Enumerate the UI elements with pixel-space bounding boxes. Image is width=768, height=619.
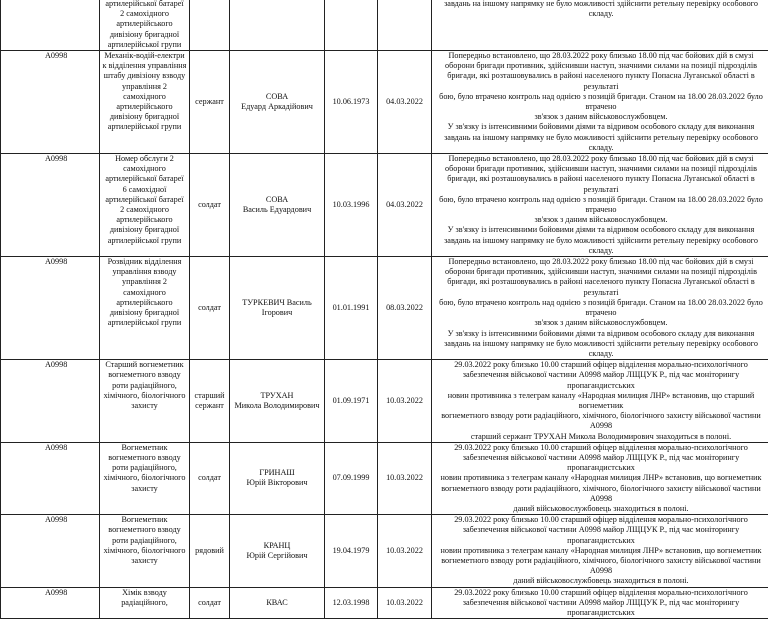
text-line: артилерійського xyxy=(102,102,187,112)
text-line: даний військовослужбовець знаходиться в полоні. xyxy=(436,576,766,586)
table-row xyxy=(1,587,768,619)
date-cell: 10.03.2022 xyxy=(378,515,432,587)
text-line: самохідного xyxy=(102,288,187,298)
name-cell xyxy=(230,0,325,51)
table-row xyxy=(1,257,768,360)
text-line: 29.03.2022 року близько 10.00 старший офіцер відділення морально-психологічного xyxy=(436,588,766,598)
date-cell xyxy=(378,0,432,51)
unit-cell: А0998 xyxy=(1,587,100,619)
unit-cell: А0998 xyxy=(1,442,100,514)
text-line: Вогнеметник xyxy=(102,515,187,525)
text-line: ТРУХАН xyxy=(232,391,322,401)
text-line: бою, було втрачено контроль над однією з позицій бригади. Станом на 18.00 28.03.2022 було втрачено xyxy=(436,195,766,215)
text-line: роти радіаційного, xyxy=(102,463,187,473)
circumstances-cell xyxy=(432,587,768,619)
date-cell: 10.03.2022 xyxy=(378,360,432,443)
birth-date-cell: 01.01.1991 xyxy=(325,257,378,360)
text-line: захисту xyxy=(102,401,187,411)
text-line: старший сержант ТРУХАН Микола Володимирович знаходиться в полоні. xyxy=(436,432,766,442)
text-line: бригади, які розташовувались в районі населеного пункту Попасна Луганської області в результаті xyxy=(436,71,766,91)
birth-date-cell: 07.09.1999 xyxy=(325,442,378,514)
unit-cell: А0998 xyxy=(1,257,100,360)
circumstances-cell xyxy=(432,360,768,443)
text-line: вогнеметного взводу роти радіаційного, хімічного, біологічного захисту військової частини А0998 xyxy=(436,411,766,431)
name-cell xyxy=(230,515,325,587)
table-row xyxy=(1,360,768,443)
text-line: дивізіону бригадної xyxy=(102,30,187,40)
name-cell xyxy=(230,257,325,360)
text-line: оборони бригади противник, здійснивши наступ, значними силами на позиції підрозділів xyxy=(436,164,766,174)
text-line: Попередньо встановлено, що 28.03.2022 року близько 18.00 під час бойових дій в смузі xyxy=(436,154,766,164)
birth-date-cell: 12.03.1998 xyxy=(325,587,378,619)
date-cell: 08.03.2022 xyxy=(378,257,432,360)
text-line: бригади, які розташовувались в районі населеного пункту Попасна Луганської області в результаті xyxy=(436,277,766,297)
text-line: новин противника з телеграм каналу «Народная милиция ЛНР» встановив, що вогнеметник xyxy=(436,473,766,483)
text-line: роти радіаційного, xyxy=(102,536,187,546)
date-cell: 04.03.2022 xyxy=(378,51,432,154)
table-body xyxy=(1,0,768,619)
text-line: захисту xyxy=(102,556,187,566)
text-line: зв'язок з даним військовослужбовцем. xyxy=(436,318,766,328)
text-line: Микола Володимирович xyxy=(232,401,322,411)
name-cell xyxy=(230,51,325,154)
text-line: новин противника з телеграм каналу «Народная милиция ЛНР» встановив, що старший вогнеметник xyxy=(436,391,766,411)
circumstances-cell xyxy=(432,515,768,587)
unit-cell: А0998 xyxy=(1,51,100,154)
text-line: оборони бригади противник, здійснивши наступ, значними силами на позиції підрозділів xyxy=(436,267,766,277)
text-line: Юрій Вікторович xyxy=(232,478,322,488)
text-line: бою, було втрачено контроль над однією з позицій бригади. Станом на 18.00 28.03.2022 було втрачено xyxy=(436,92,766,112)
date-cell: 10.03.2022 xyxy=(378,442,432,514)
rank-cell xyxy=(190,0,230,51)
text-line: 2 самохідного xyxy=(102,205,187,215)
text-line: завдань на іншому напрямку не було можливості здійснити ретельну перевірку особового складу. xyxy=(436,0,766,19)
text-line: СОВА xyxy=(232,195,322,205)
text-line: артилерійської групи xyxy=(102,318,187,328)
table-row xyxy=(1,154,768,257)
text-line: Юрій Сергійович xyxy=(232,551,322,561)
unit-cell: А0998 xyxy=(1,360,100,443)
circumstances-cell xyxy=(432,51,768,154)
text-line: У зв'язку із інтенсивними бойовими діями та відривом особового складу для виконання xyxy=(436,122,766,132)
text-line: вогнеметного взводу xyxy=(102,453,187,463)
text-line: зв'язок з даним військовослужбовцем. xyxy=(436,215,766,225)
rank-cell: сержант xyxy=(190,51,230,154)
text-line: вогнеметного взводу роти радіаційного, хімічного, біологічного захисту військової частини А0998 xyxy=(436,484,766,504)
table-row xyxy=(1,51,768,154)
unit-cell: А0998 xyxy=(1,515,100,587)
date-cell: 10.03.2022 xyxy=(378,587,432,619)
text-line: хімічного, біологічного xyxy=(102,473,187,483)
position-cell xyxy=(100,154,190,257)
text-line: Попередньо встановлено, що 28.03.2022 року близько 18.00 під час бойових дій в смузі xyxy=(436,51,766,61)
text-line: артилерійського xyxy=(102,215,187,225)
circumstances-cell xyxy=(432,442,768,514)
text-line: артилерійської батареї xyxy=(102,174,187,184)
text-line: КВАС xyxy=(232,598,322,608)
position-cell xyxy=(100,257,190,360)
position-cell xyxy=(100,442,190,514)
text-line: дивізіону бригадної xyxy=(102,308,187,318)
position-cell xyxy=(100,51,190,154)
birth-date-cell: 01.09.1971 xyxy=(325,360,378,443)
rank-cell: солдат xyxy=(190,257,230,360)
text-line: артилерійської групи xyxy=(102,122,187,132)
text-line: вогнеметного взводу xyxy=(102,525,187,535)
text-line: Едуард Аркадійович xyxy=(232,102,322,112)
text-line: Механік-водій-електри xyxy=(102,51,187,61)
text-line: дивізіону бригадної xyxy=(102,112,187,122)
position-cell xyxy=(100,515,190,587)
name-cell xyxy=(230,442,325,514)
text-line: штабу дивізіону взводу xyxy=(102,71,187,81)
rank-cell: солдат xyxy=(190,587,230,619)
table-row xyxy=(1,442,768,514)
text-line: У зв'язку із інтенсивними бойовими діями та відривом особового складу для виконання xyxy=(436,329,766,339)
text-line: 29.03.2022 року близько 10.00 старший офіцер відділення морально-психологічного xyxy=(436,515,766,525)
text-line: забезпечення військової частини А0998 майор ЛЩЦУК Р., під час моніторингу пропагандистських xyxy=(436,370,766,390)
text-line: зв'язок з даним військовослужбовцем. xyxy=(436,112,766,122)
text-line: Розвідник відділення xyxy=(102,257,187,267)
text-line: 2 самохідного xyxy=(102,9,187,19)
text-line: 6 самохідної xyxy=(102,185,187,195)
text-line: завдань на іншому напрямку не було можливості здійснити ретельну перевірку особового складу. xyxy=(436,236,766,256)
text-line: Попередньо встановлено, що 28.03.2022 року близько 18.00 під час бойових дій в смузі xyxy=(436,257,766,267)
text-line: забезпечення військової частини А0998 майор ЛЩЦУК Р., під час моніторингу пропагандистських xyxy=(436,598,766,618)
text-line: артилерійської групи xyxy=(102,236,187,246)
text-line: артилерійського xyxy=(102,298,187,308)
text-line: КРАНЦ xyxy=(232,541,322,551)
text-line: радіаційного, xyxy=(102,598,187,608)
name-cell xyxy=(230,154,325,257)
text-line: вогнеметного взводу xyxy=(102,370,187,380)
text-line: ГРИНАШ xyxy=(232,468,322,478)
position-cell xyxy=(100,0,190,51)
text-line: управління 2 xyxy=(102,277,187,287)
unit-cell: А0998 xyxy=(1,154,100,257)
text-line: У зв'язку із інтенсивними бойовими діями та відривом особового складу для виконання xyxy=(436,225,766,235)
text-line: хімічного, біологічного xyxy=(102,391,187,401)
text-line: захисту xyxy=(102,484,187,494)
text-line: Старший вогнеметник xyxy=(102,360,187,370)
position-cell xyxy=(100,587,190,619)
name-cell xyxy=(230,360,325,443)
text-line: Вогнеметник xyxy=(102,443,187,453)
birth-date-cell xyxy=(325,0,378,51)
text-line: забезпечення військової частини А0998 майор ЛЩЦУК Р., під час моніторингу пропагандистських xyxy=(436,525,766,545)
text-line: самохідного xyxy=(102,92,187,102)
text-line: роти радіаційного, xyxy=(102,381,187,391)
text-line: артилерійської батареї xyxy=(102,195,187,205)
text-line: хімічного, біологічного xyxy=(102,546,187,556)
birth-date-cell: 19.04.1979 xyxy=(325,515,378,587)
text-line: к відділення управління xyxy=(102,61,187,71)
rank-cell: рядовий xyxy=(190,515,230,587)
rank-cell: солдат xyxy=(190,442,230,514)
birth-date-cell: 10.03.1996 xyxy=(325,154,378,257)
text-line: завдань на іншому напрямку не було можливості здійснити ретельну перевірку особового складу. xyxy=(436,133,766,153)
text-line: 29.03.2022 року близько 10.00 старший офіцер відділення морально-психологічного xyxy=(436,360,766,370)
text-line: вогнеметного взводу роти радіаційного, хімічного, біологічного захисту військової частини А0998 xyxy=(436,556,766,576)
text-line: СОВА xyxy=(232,92,322,102)
text-line: управління 2 xyxy=(102,82,187,92)
date-cell: 04.03.2022 xyxy=(378,154,432,257)
position-cell xyxy=(100,360,190,443)
text-line: 29.03.2022 року близько 10.00 старший офіцер відділення морально-психологічного xyxy=(436,443,766,453)
text-line: Василь Едуардович xyxy=(232,205,322,215)
text-line: забезпечення військової частини А0998 майор ЛЩЦУК Р., під час моніторингу пропагандистських xyxy=(436,453,766,473)
text-line: ТУРКЕВИЧ Василь xyxy=(232,298,322,308)
name-cell xyxy=(230,587,325,619)
rank-cell: старший сержант xyxy=(190,360,230,443)
text-line: даний військовослужбовець знаходиться в полоні. xyxy=(436,504,766,514)
rank-cell: солдат xyxy=(190,154,230,257)
text-line: артилерійської батареї xyxy=(102,0,187,9)
text-line: управління взводу xyxy=(102,267,187,277)
text-line: артилерійської групи xyxy=(102,40,187,50)
table-row xyxy=(1,0,768,51)
text-line: Номер обслуги 2 xyxy=(102,154,187,164)
circumstances-cell xyxy=(432,0,768,51)
text-line: бригади, які розташовувались в районі населеного пункту Попасна Луганської області в результаті xyxy=(436,174,766,194)
unit-cell xyxy=(1,0,100,51)
text-line: самохідного xyxy=(102,164,187,174)
text-line: завдань на іншому напрямку не було можливості здійснити ретельну перевірку особового складу. xyxy=(436,339,766,359)
text-line: дивізіону бригадної xyxy=(102,225,187,235)
text-line: оборони бригади противник, здійснивши наступ, значними силами на позиції підрозділів xyxy=(436,61,766,71)
text-line: бою, було втрачено контроль над однією з позицій бригади. Станом на 18.00 28.03.2022 було втрачено xyxy=(436,298,766,318)
birth-date-cell: 10.06.1973 xyxy=(325,51,378,154)
text-line: Хімік взводу xyxy=(102,588,187,598)
circumstances-cell xyxy=(432,257,768,360)
circumstances-cell xyxy=(432,154,768,257)
text-line: артилерійського xyxy=(102,19,187,29)
text-line: новин противника з телеграм каналу «Народная милиция ЛНР» встановив, що вогнеметник xyxy=(436,546,766,556)
table-row xyxy=(1,515,768,587)
text-line: Ігорович xyxy=(232,308,322,318)
